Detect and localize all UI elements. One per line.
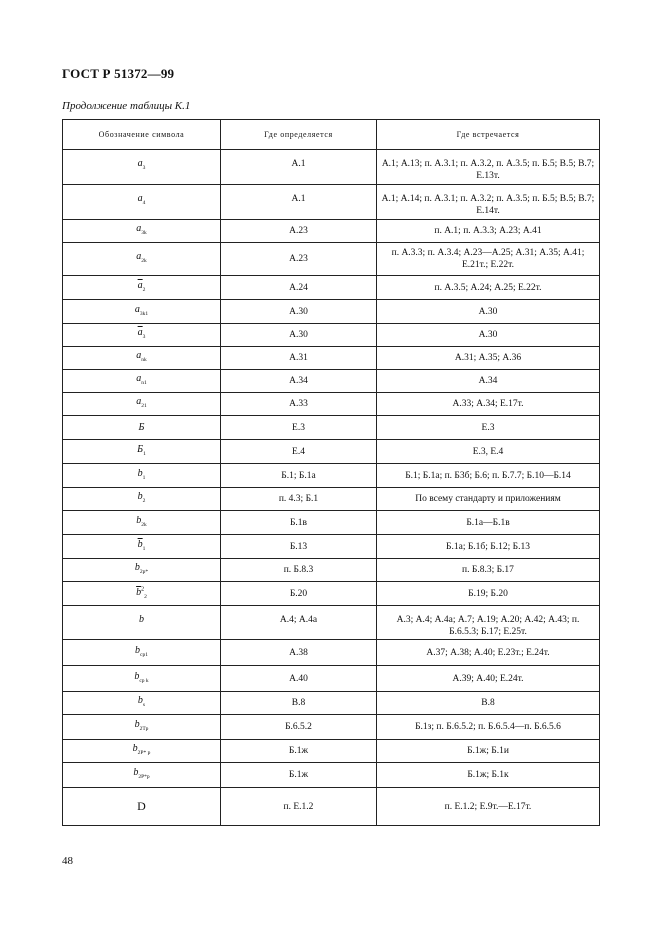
symbol-cell <box>63 692 221 715</box>
symbol-subscript: s <box>142 702 146 708</box>
symbol <box>138 280 146 291</box>
used-cell: А.34 <box>377 370 600 393</box>
table-row <box>63 393 600 416</box>
used-cell: А.31; А.35; А.36 <box>377 347 600 370</box>
defined-cell: А.4; А.4а <box>221 606 377 640</box>
symbol-base: a <box>136 251 142 262</box>
symbol-cell <box>63 788 221 826</box>
table-row <box>63 220 600 243</box>
defined-cell: п. 4.3; Б.1 <box>221 488 377 511</box>
symbol <box>137 444 146 455</box>
used-cell: Е.3, Е.4 <box>377 440 600 464</box>
symbol-base: b <box>137 491 143 502</box>
used-cell: А.33; А.34; Е.17т. <box>377 393 600 416</box>
symbol-cell <box>63 150 221 185</box>
symbol-cell <box>63 559 221 582</box>
symbol-cell <box>63 440 221 464</box>
used-cell: А.1; А.13; п. А.3.1; п. А.3.2, п. А.3.5; п. Б.5; В.5; В.7; Е.13т. <box>377 150 600 185</box>
symbol <box>138 158 146 169</box>
defined-cell: Б.13 <box>221 535 377 559</box>
symbol-cell <box>63 666 221 692</box>
symbol <box>136 223 147 234</box>
symbol-base: a <box>136 373 142 384</box>
symbol-subscript: 4 <box>142 200 146 206</box>
defined-cell: Б.20 <box>221 582 377 606</box>
symbol-cell <box>63 347 221 370</box>
symbol <box>136 350 147 361</box>
defined-cell: А.33 <box>221 393 377 416</box>
symbol-cell <box>63 763 221 788</box>
table-row <box>63 324 600 347</box>
table-row <box>63 416 600 440</box>
symbol-subscript: 1 <box>142 545 146 552</box>
defined-cell: А.31 <box>221 347 377 370</box>
symbol-cell <box>63 185 221 220</box>
symbol-base: b <box>139 614 144 625</box>
symbol <box>138 327 146 338</box>
symbol-cell <box>63 276 221 300</box>
table-row <box>63 150 600 185</box>
table-row <box>63 763 600 788</box>
defined-cell: А.40 <box>221 666 377 692</box>
symbol <box>139 614 144 625</box>
table-row <box>63 740 600 763</box>
symbol <box>133 743 151 754</box>
symbol-subscript: nk <box>141 357 147 363</box>
used-cell: Б.1а; Б.1б; Б.12; Б.13 <box>377 535 600 559</box>
used-cell: А.39; А.40; Е.24т. <box>377 666 600 692</box>
defined-cell: Б.1в <box>221 511 377 535</box>
symbol-cell <box>63 582 221 606</box>
used-cell: А.1; А.14; п. А.3.1; п. А.3.2; п. А.3.5; п. Б.5; В.5; В.7; Е.14т. <box>377 185 600 220</box>
symbol-base: b <box>134 670 140 682</box>
table-row <box>63 666 600 692</box>
used-cell: Е.3 <box>377 416 600 440</box>
symbol-cell <box>63 416 221 440</box>
defined-cell: А.1 <box>221 150 377 185</box>
used-cell: А.30 <box>377 324 600 347</box>
defined-cell: А.23 <box>221 243 377 276</box>
symbol-base: b <box>135 644 141 656</box>
symbol-cell <box>63 640 221 666</box>
symbol-subscript: 2p* <box>139 569 149 575</box>
symbol <box>135 562 148 573</box>
defined-cell: А.23 <box>221 220 377 243</box>
symbol <box>138 193 146 204</box>
table-row <box>63 440 600 464</box>
symbol-base: $\overline{b}$ <box>137 538 143 550</box>
symbol-subscript: 1 <box>143 450 146 457</box>
table-row <box>63 559 600 582</box>
symbol <box>134 671 148 682</box>
defined-cell: В.8 <box>221 692 377 715</box>
symbol-subscript: n1 <box>141 380 147 386</box>
defined-cell: А.30 <box>221 300 377 324</box>
table-row <box>63 464 600 488</box>
symbol <box>138 695 145 706</box>
table-row <box>63 715 600 740</box>
symbol-base: b <box>134 719 140 730</box>
defined-cell: Б.1; Б.1а <box>221 464 377 488</box>
table-row <box>63 185 600 220</box>
defined-cell: А.30 <box>221 324 377 347</box>
used-cell: п. А.3.3; п. А.3.4; А.23—А.25; А.31; А.35; А.41; Е.21т.; Е.22т. <box>377 243 600 276</box>
symbol-cell <box>63 535 221 559</box>
table-row <box>63 243 600 276</box>
symbol-base: Б <box>137 443 144 455</box>
column-header-defined: Где определяется <box>221 120 377 150</box>
symbol-cell <box>63 243 221 276</box>
symbol-base: b <box>137 695 143 706</box>
symbol-cell <box>63 300 221 324</box>
symbol-subscript: 21 <box>141 403 147 409</box>
defined-cell: А.24 <box>221 276 377 300</box>
defined-cell: А.38 <box>221 640 377 666</box>
table-row <box>63 370 600 393</box>
symbol-cell <box>63 606 221 640</box>
symbol <box>135 719 149 730</box>
symbol <box>136 373 147 384</box>
used-cell: А.3; А.4; А.4а; А.7; А.19; А.20; А.42; А.43; п. Б.6.5.3; Б.17; Е.25т. <box>377 606 600 640</box>
symbol-subscript: 3 <box>142 165 146 171</box>
used-cell: п. Е.1.2; Е.9т.—Е.17т. <box>377 788 600 826</box>
symbol-cell <box>63 715 221 740</box>
symbol-cell <box>63 511 221 535</box>
page-number: 48 <box>62 855 73 867</box>
column-header-used: Где встречается <box>377 120 600 150</box>
table-row <box>63 692 600 715</box>
defined-cell: Б.1ж <box>221 740 377 763</box>
symbol-subscript: 2Tp <box>139 726 149 732</box>
column-header-symbol: Обозначение символа <box>63 120 221 150</box>
document-header: ГОСТ Р 51372—99 <box>62 66 175 81</box>
symbol-subscript: 2 <box>142 286 146 293</box>
symbol-cell <box>63 740 221 763</box>
symbol-cell <box>63 393 221 416</box>
symbol-base: b <box>136 514 142 526</box>
used-cell: п. А.1; п. А.3.3; А.23; А.41 <box>377 220 600 243</box>
symbol-subscript: 2 <box>144 594 147 601</box>
symbol <box>136 586 147 601</box>
symbol <box>139 422 145 433</box>
table-caption: Продолжение таблицы К.1 <box>62 100 191 112</box>
table-row <box>63 640 600 666</box>
defined-cell: Б.6.5.2 <box>221 715 377 740</box>
symbol <box>136 396 147 407</box>
symbol <box>135 645 148 656</box>
table-row <box>63 347 600 370</box>
symbol-base: a <box>137 158 143 169</box>
used-cell: Б.1ж; Б.1к <box>377 763 600 788</box>
symbol-subscript: ср k <box>139 677 149 684</box>
symbol-base: b <box>133 767 139 778</box>
defined-cell: А.34 <box>221 370 377 393</box>
symbol-subscript: 2k <box>141 258 147 264</box>
symbol-base: b <box>132 743 138 754</box>
used-cell: Б.1ж; Б.1и <box>377 740 600 763</box>
symbol-subscript: 3k1 <box>139 310 149 317</box>
symbol <box>138 491 146 502</box>
symbol-subscript: 2 <box>142 498 146 504</box>
defined-cell: Б.1ж <box>221 763 377 788</box>
symbol <box>138 468 146 479</box>
symbol <box>136 515 147 526</box>
symbol <box>133 767 149 778</box>
symbol-base: a <box>134 303 140 315</box>
used-cell: Б.1з; п. Б.6.5.2; п. Б.6.5.4—п. Б.6.5.6 <box>377 715 600 740</box>
symbol-cell <box>63 324 221 347</box>
symbol-base: b <box>137 467 143 479</box>
symbol-base: a <box>137 193 143 204</box>
used-cell: В.8 <box>377 692 600 715</box>
table-row <box>63 535 600 559</box>
table-row <box>63 488 600 511</box>
symbol-subscript: 3 <box>142 334 146 340</box>
used-cell: Б.19; Б.20 <box>377 582 600 606</box>
symbol-base: Б <box>138 421 145 433</box>
symbol-base: $\overline{b}$ <box>136 587 142 599</box>
used-cell: А.37; А.38; А.40; Е.23т.; Е.24т. <box>377 640 600 666</box>
symbol-cell <box>63 464 221 488</box>
symbol-cell <box>63 370 221 393</box>
symbol-base: a <box>136 350 142 361</box>
symbol-subscript: 1 <box>142 474 146 481</box>
symbol-superscript: 2 <box>141 586 145 593</box>
symbol <box>137 799 146 813</box>
symbol-subscript: 2P* p <box>137 750 151 756</box>
symbol-base: D <box>137 798 146 813</box>
symbol-base: $\overline{a}$ <box>137 327 143 338</box>
symbol-table <box>62 119 600 826</box>
symbol-base: a <box>136 223 142 234</box>
table-row <box>63 606 600 640</box>
symbol-base: b <box>134 562 140 573</box>
symbol <box>135 304 148 315</box>
used-cell: п. Б.8.3; Б.17 <box>377 559 600 582</box>
used-cell: А.30 <box>377 300 600 324</box>
used-cell: По всему стандарту и приложениям <box>377 488 600 511</box>
symbol-subscript: 2k <box>141 521 147 528</box>
defined-cell: А.1 <box>221 185 377 220</box>
defined-cell: Е.3 <box>221 416 377 440</box>
table-row <box>63 511 600 535</box>
defined-cell: п. Б.8.3 <box>221 559 377 582</box>
defined-cell: Е.4 <box>221 440 377 464</box>
table-header-row <box>63 120 600 150</box>
table-row <box>63 300 600 324</box>
defined-cell: п. Е.1.2 <box>221 788 377 826</box>
symbol-base: a <box>136 396 142 407</box>
symbol-cell <box>63 220 221 243</box>
table-body <box>63 150 600 826</box>
symbol <box>138 539 146 550</box>
symbol-base: $\overline{a}$ <box>137 279 143 291</box>
symbol-subscript: 2P*p <box>138 774 150 780</box>
symbol-subscript: 3k <box>141 230 147 236</box>
table-row <box>63 788 600 826</box>
symbol-subscript: ср1 <box>140 651 148 658</box>
table-row <box>63 582 600 606</box>
table-row <box>63 276 600 300</box>
used-cell: Б.1; Б.1а; п. Б3б; Б.6; п. Б.7.7; Б.10—Б.14 <box>377 464 600 488</box>
symbol <box>136 251 147 262</box>
used-cell: Б.1а—Б.1в <box>377 511 600 535</box>
symbol-cell <box>63 488 221 511</box>
used-cell: п. А.3.5; А.24; А.25; Е.22т. <box>377 276 600 300</box>
